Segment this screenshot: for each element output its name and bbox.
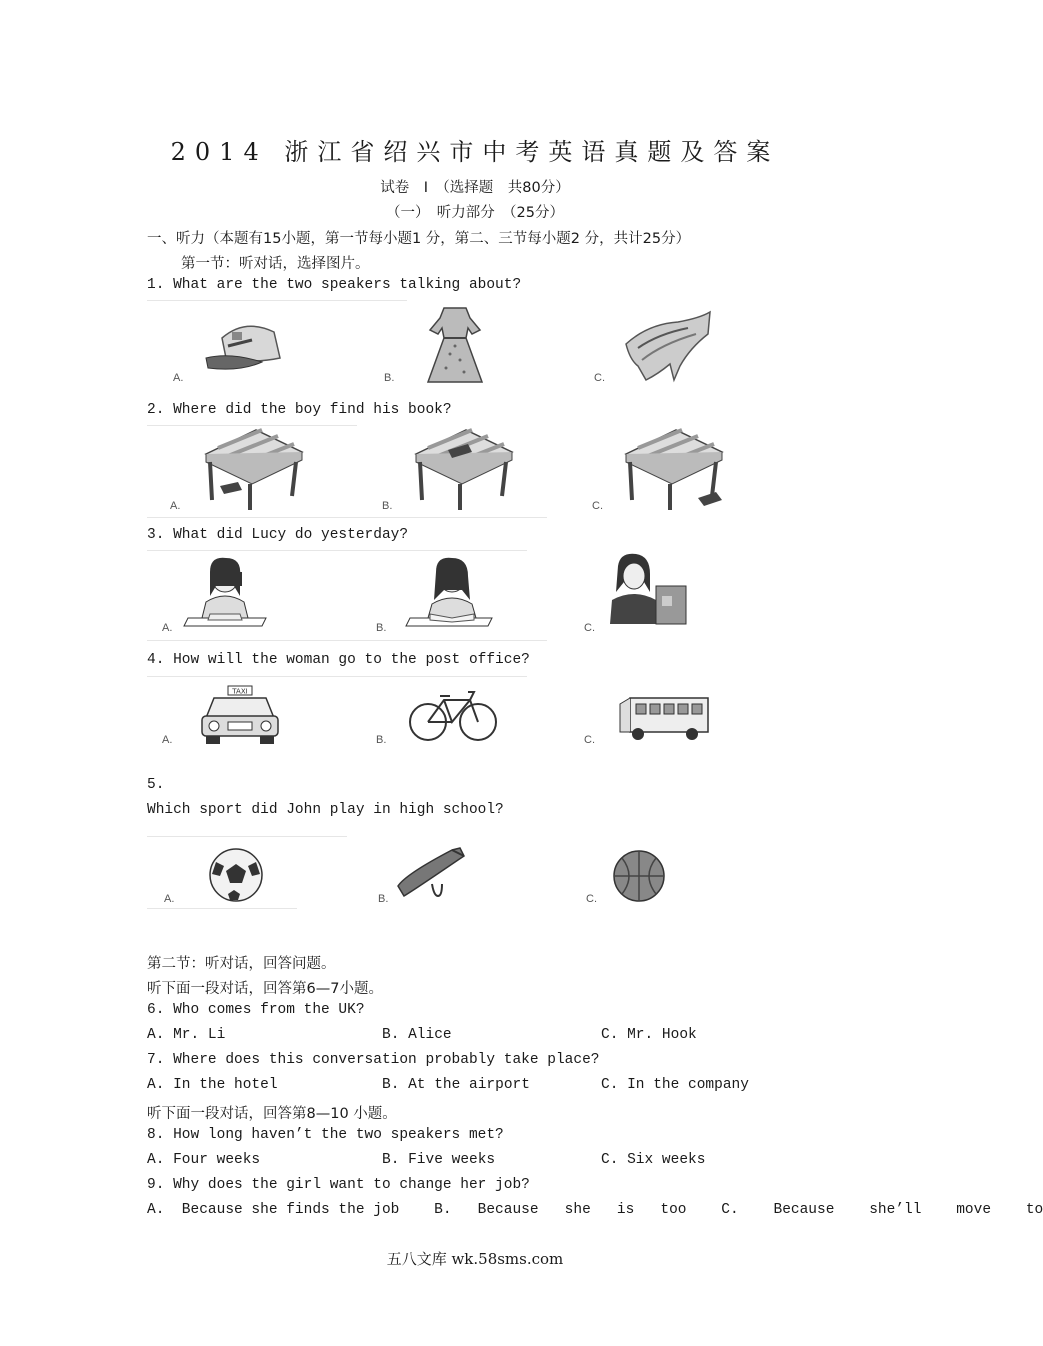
question-8: 8. How long haven’t the two speakers met? bbox=[147, 1127, 504, 1143]
scan-line bbox=[147, 550, 527, 551]
scan-line bbox=[147, 300, 407, 301]
question-7: 7. Where does this conversation probably take place? bbox=[147, 1052, 600, 1068]
scan-line bbox=[147, 676, 527, 677]
part-heading: （一） 听力部分 （25分） bbox=[386, 205, 564, 221]
scarf-icon bbox=[618, 304, 718, 382]
q7-option-b: B. At the airport bbox=[382, 1077, 530, 1093]
q5-option-b: B. bbox=[378, 893, 389, 905]
section1-sub: 第一节：听对话，选择图片。 bbox=[181, 256, 370, 272]
table-book-beside-icon bbox=[618, 426, 738, 512]
question-5: Which sport did John play in high school? bbox=[147, 802, 504, 818]
q6-option-c: C. Mr. Hook bbox=[601, 1027, 697, 1043]
question-2: 2. Where did the boy find his book? bbox=[147, 402, 452, 418]
q2-option-a: A. bbox=[170, 500, 181, 512]
table-book-on-icon bbox=[408, 426, 518, 512]
question-1: 1. What are the two speakers talking about? bbox=[147, 277, 522, 293]
q1-option-c: C. bbox=[594, 372, 605, 384]
girl-reading-icon bbox=[404, 556, 496, 632]
q2-option-c: C. bbox=[592, 500, 603, 512]
cap-icon bbox=[200, 318, 290, 376]
q4-option-a: A. bbox=[162, 734, 173, 746]
q4-option-b: B. bbox=[376, 734, 387, 746]
girl-phone-icon bbox=[180, 556, 270, 632]
question-3: 3. What did Lucy do yesterday? bbox=[147, 527, 409, 543]
q2-option-b: B. bbox=[382, 500, 393, 512]
scan-line bbox=[147, 517, 547, 518]
q1-option-b: B. bbox=[384, 372, 395, 384]
page-title: 2014 浙江省绍兴市中考英语真题及答案 bbox=[170, 138, 780, 166]
dress-icon bbox=[420, 304, 490, 386]
q3-option-b: B. bbox=[376, 622, 387, 634]
basketball-icon bbox=[610, 848, 668, 904]
q3-option-a: A. bbox=[162, 622, 173, 634]
q8-option-b: B. Five weeks bbox=[382, 1152, 496, 1168]
question-5-number: 5. bbox=[147, 777, 165, 793]
svg-text:TAXI: TAXI bbox=[232, 687, 248, 696]
q8-option-c: C. Six weeks bbox=[601, 1152, 706, 1168]
q7-option-c: C. In the company bbox=[601, 1077, 749, 1093]
q5-option-c: C. bbox=[586, 893, 597, 905]
soccer-ball-icon bbox=[206, 846, 266, 904]
q1-option-a: A. bbox=[173, 372, 184, 384]
section2-heading: 第二节：听对话，回答问题。 bbox=[147, 956, 336, 972]
question-4: 4. How will the woman go to the post office? bbox=[147, 652, 530, 668]
q9-options-line: A. Because she finds the job B. Because she is too C. Because she’ll move to bbox=[147, 1202, 1043, 1218]
baseball-bat-icon bbox=[392, 844, 472, 902]
q8-option-a: A. Four weeks bbox=[147, 1152, 261, 1168]
q7-option-a: A. In the hotel bbox=[147, 1077, 278, 1093]
q3-option-c: C. bbox=[584, 622, 595, 634]
dialog2-intro: 听下面一段对话，回答第8—10 小题。 bbox=[147, 1106, 397, 1122]
footer-watermark: 五八文库 wk.58sms.com bbox=[386, 1250, 564, 1268]
bicycle-icon bbox=[408, 686, 498, 744]
scan-line bbox=[147, 836, 347, 837]
q6-option-a: A. Mr. Li bbox=[147, 1027, 226, 1043]
question-6: 6. Who comes from the UK? bbox=[147, 1002, 365, 1018]
section1-intro: 一、听力（本题有15小题，第一节每小题1 分，第二、三节每小题2 分，共计25分） bbox=[147, 231, 691, 247]
girl-computer-icon bbox=[604, 552, 696, 632]
table-book-under-icon bbox=[198, 426, 308, 512]
scan-line bbox=[147, 640, 547, 641]
paper-heading: 试卷 I （选择题 共80分） bbox=[380, 180, 570, 196]
q6-option-b: B. Alice bbox=[382, 1027, 452, 1043]
scan-line bbox=[147, 908, 297, 909]
q5-option-a: A. bbox=[164, 893, 175, 905]
bus-icon bbox=[616, 690, 712, 744]
dialog1-intro: 听下面一段对话，回答第6—7小题。 bbox=[147, 981, 383, 997]
q4-option-c: C. bbox=[584, 734, 595, 746]
taxi-icon bbox=[198, 684, 282, 746]
question-9: 9. Why does the girl want to change her job? bbox=[147, 1177, 530, 1193]
